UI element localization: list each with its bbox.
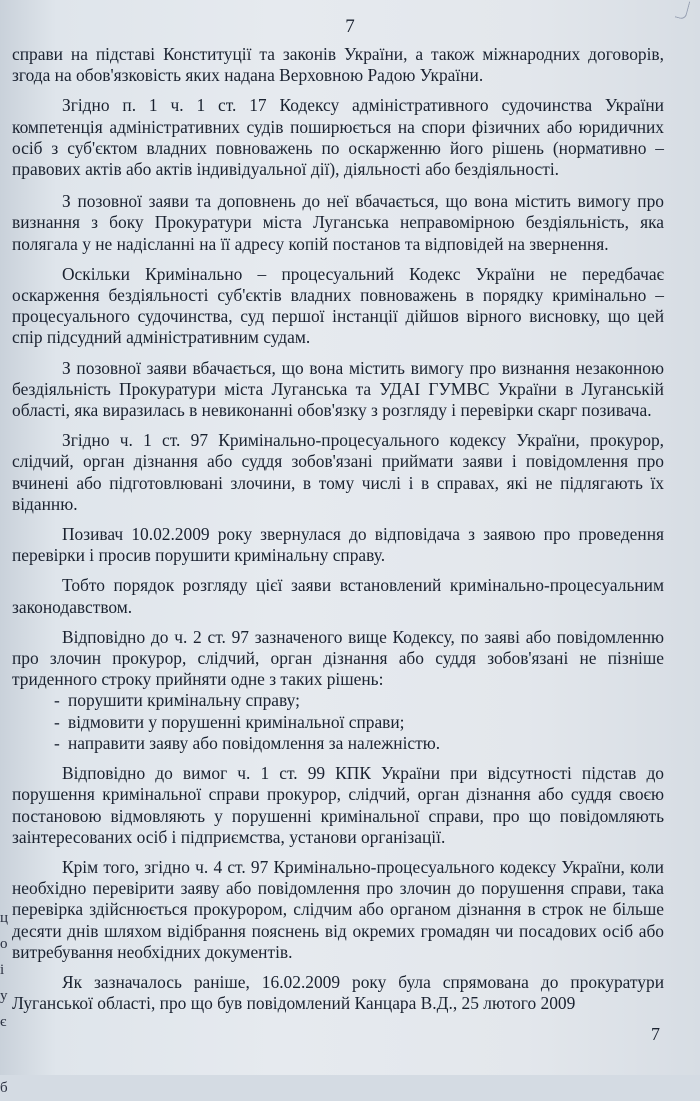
list-dash: -	[54, 690, 60, 711]
paragraph: Відповідно до ч. 2 ст. 97 зазначеного вище Кодексу, по заяві або повідомленню про злочин прокурор, слідчий, орган дізнання або суддя зобов'язані не пізніше триденного строку прийняти одне з таких рішень:	[12, 626, 664, 690]
list-dash: -	[54, 732, 60, 753]
margin-fragment: б	[0, 1080, 8, 1096]
paragraph: справи на підставі Конституції та законів України, а також міжнародних договорів, згода на обов'язковість яких надана Верховною Радою України.	[12, 44, 664, 86]
list-item-text: направити заяву або повідомлення за належністю.	[68, 732, 441, 753]
page-number-top: 7	[345, 16, 355, 37]
paragraph: Оскільки Кримінально – процесуальний Кодекс України не передбачає оскарження бездіяльності суб'єктів владних повноважень в порядку кримінально – процесуального судочинства, суд першої інстанції дійшов вірного висновку, що цей спір підсудний адміністративним судам.	[12, 263, 664, 348]
page-number-bottom: 7	[651, 1024, 660, 1044]
paragraph: З позовної заяви та доповнень до неї вбачається, що вона містить вимогу про визнання з боку Прокуратури міста Луганська неправомірною бездіяльність, яка полягала у не надісланні на її адресу копій постанов та відповідей на звернення.	[12, 191, 664, 254]
list-item	[12, 712, 664, 733]
paragraph: Позивач 10.02.2009 року звернулася до відповідача з заявою про проведення перевірки і просив порушити кримінальну справу.	[12, 524, 664, 566]
margin-fragment: є	[0, 1014, 7, 1030]
paragraph: Згідно п. 1 ч. 1 ст. 17 Кодексу адміністративного судочинства України компетенція адміністративних судів поширюється на спори фізичних або юридичних осіб з суб'єктом владних повноважень по оскарженню його рішень (нормативно – правових актів або актів індивідуальної дії), діяльності або бездіяльності.	[12, 95, 664, 180]
list-item	[12, 733, 664, 754]
list-dash: -	[54, 711, 60, 732]
margin-fragment: ц	[0, 910, 9, 926]
paragraph: Тобто порядок розгляду цієї заяви встановлений кримінально-процесуальним законодавством.	[12, 575, 664, 617]
list-item	[12, 690, 664, 711]
paragraph: Відповідно до вимог ч. 1 ст. 99 КПК України при відсутності підстав до порушення кримінальної справи прокурор, слідчий, орган дізнання або суддя своєю постановою відмовляють у порушенні кримінальної справи, про що повідомляють заінтересованих осіб і підприємства, установи організації.	[12, 763, 664, 847]
margin-fragment: у	[0, 988, 8, 1004]
list-item-text: відмовити у порушенні кримінальної справи;	[68, 711, 405, 732]
paragraph: Крім того, згідно ч. 4 ст. 97 Кримінально-процесуального кодексу України, коли необхідно перевірити заяву або повідомлення про злочин до порушення справи, така перевірка здійснюється прокурором, слідчим або органом дізнання в строк не більше десяти днів шляхом відібрання пояснень від окремих громадян чи посадових осіб або витребування необхідних документів.	[12, 856, 664, 962]
paragraph: Як зазначалось раніше, 16.02.2009 року була спрямована до прокуратури Луганської області, про що був повідомлений Канцара В.Д., 25 лютого 2009	[12, 971, 664, 1014]
paragraph: Згідно ч. 1 ст. 97 Кримінально-процесуального кодексу України, прокурор, слідчий, орган дізнання або суддя зобов'язані приймати заяви і повідомлення про вчинені або підготовлювані злочини, в тому числі і в справах, які не підлягають їх віданню.	[12, 430, 664, 514]
document-body	[12, 44, 664, 1014]
margin-fragment: і	[0, 962, 5, 978]
paragraph: З позовної заяви вбачається, що вона містить вимогу про визнання незаконною бездіяльність Прокуратури міста Луганська та УДАІ ГУМВС України в Луганській області, яка виразилась в невиконанні обов'язку з розгляду і перевірки скарг позивача.	[12, 357, 664, 421]
margin-fragment: о	[0, 936, 8, 952]
margin-fragments	[0, 905, 12, 1101]
list-item-text: порушити кримінальну справу;	[68, 690, 300, 711]
